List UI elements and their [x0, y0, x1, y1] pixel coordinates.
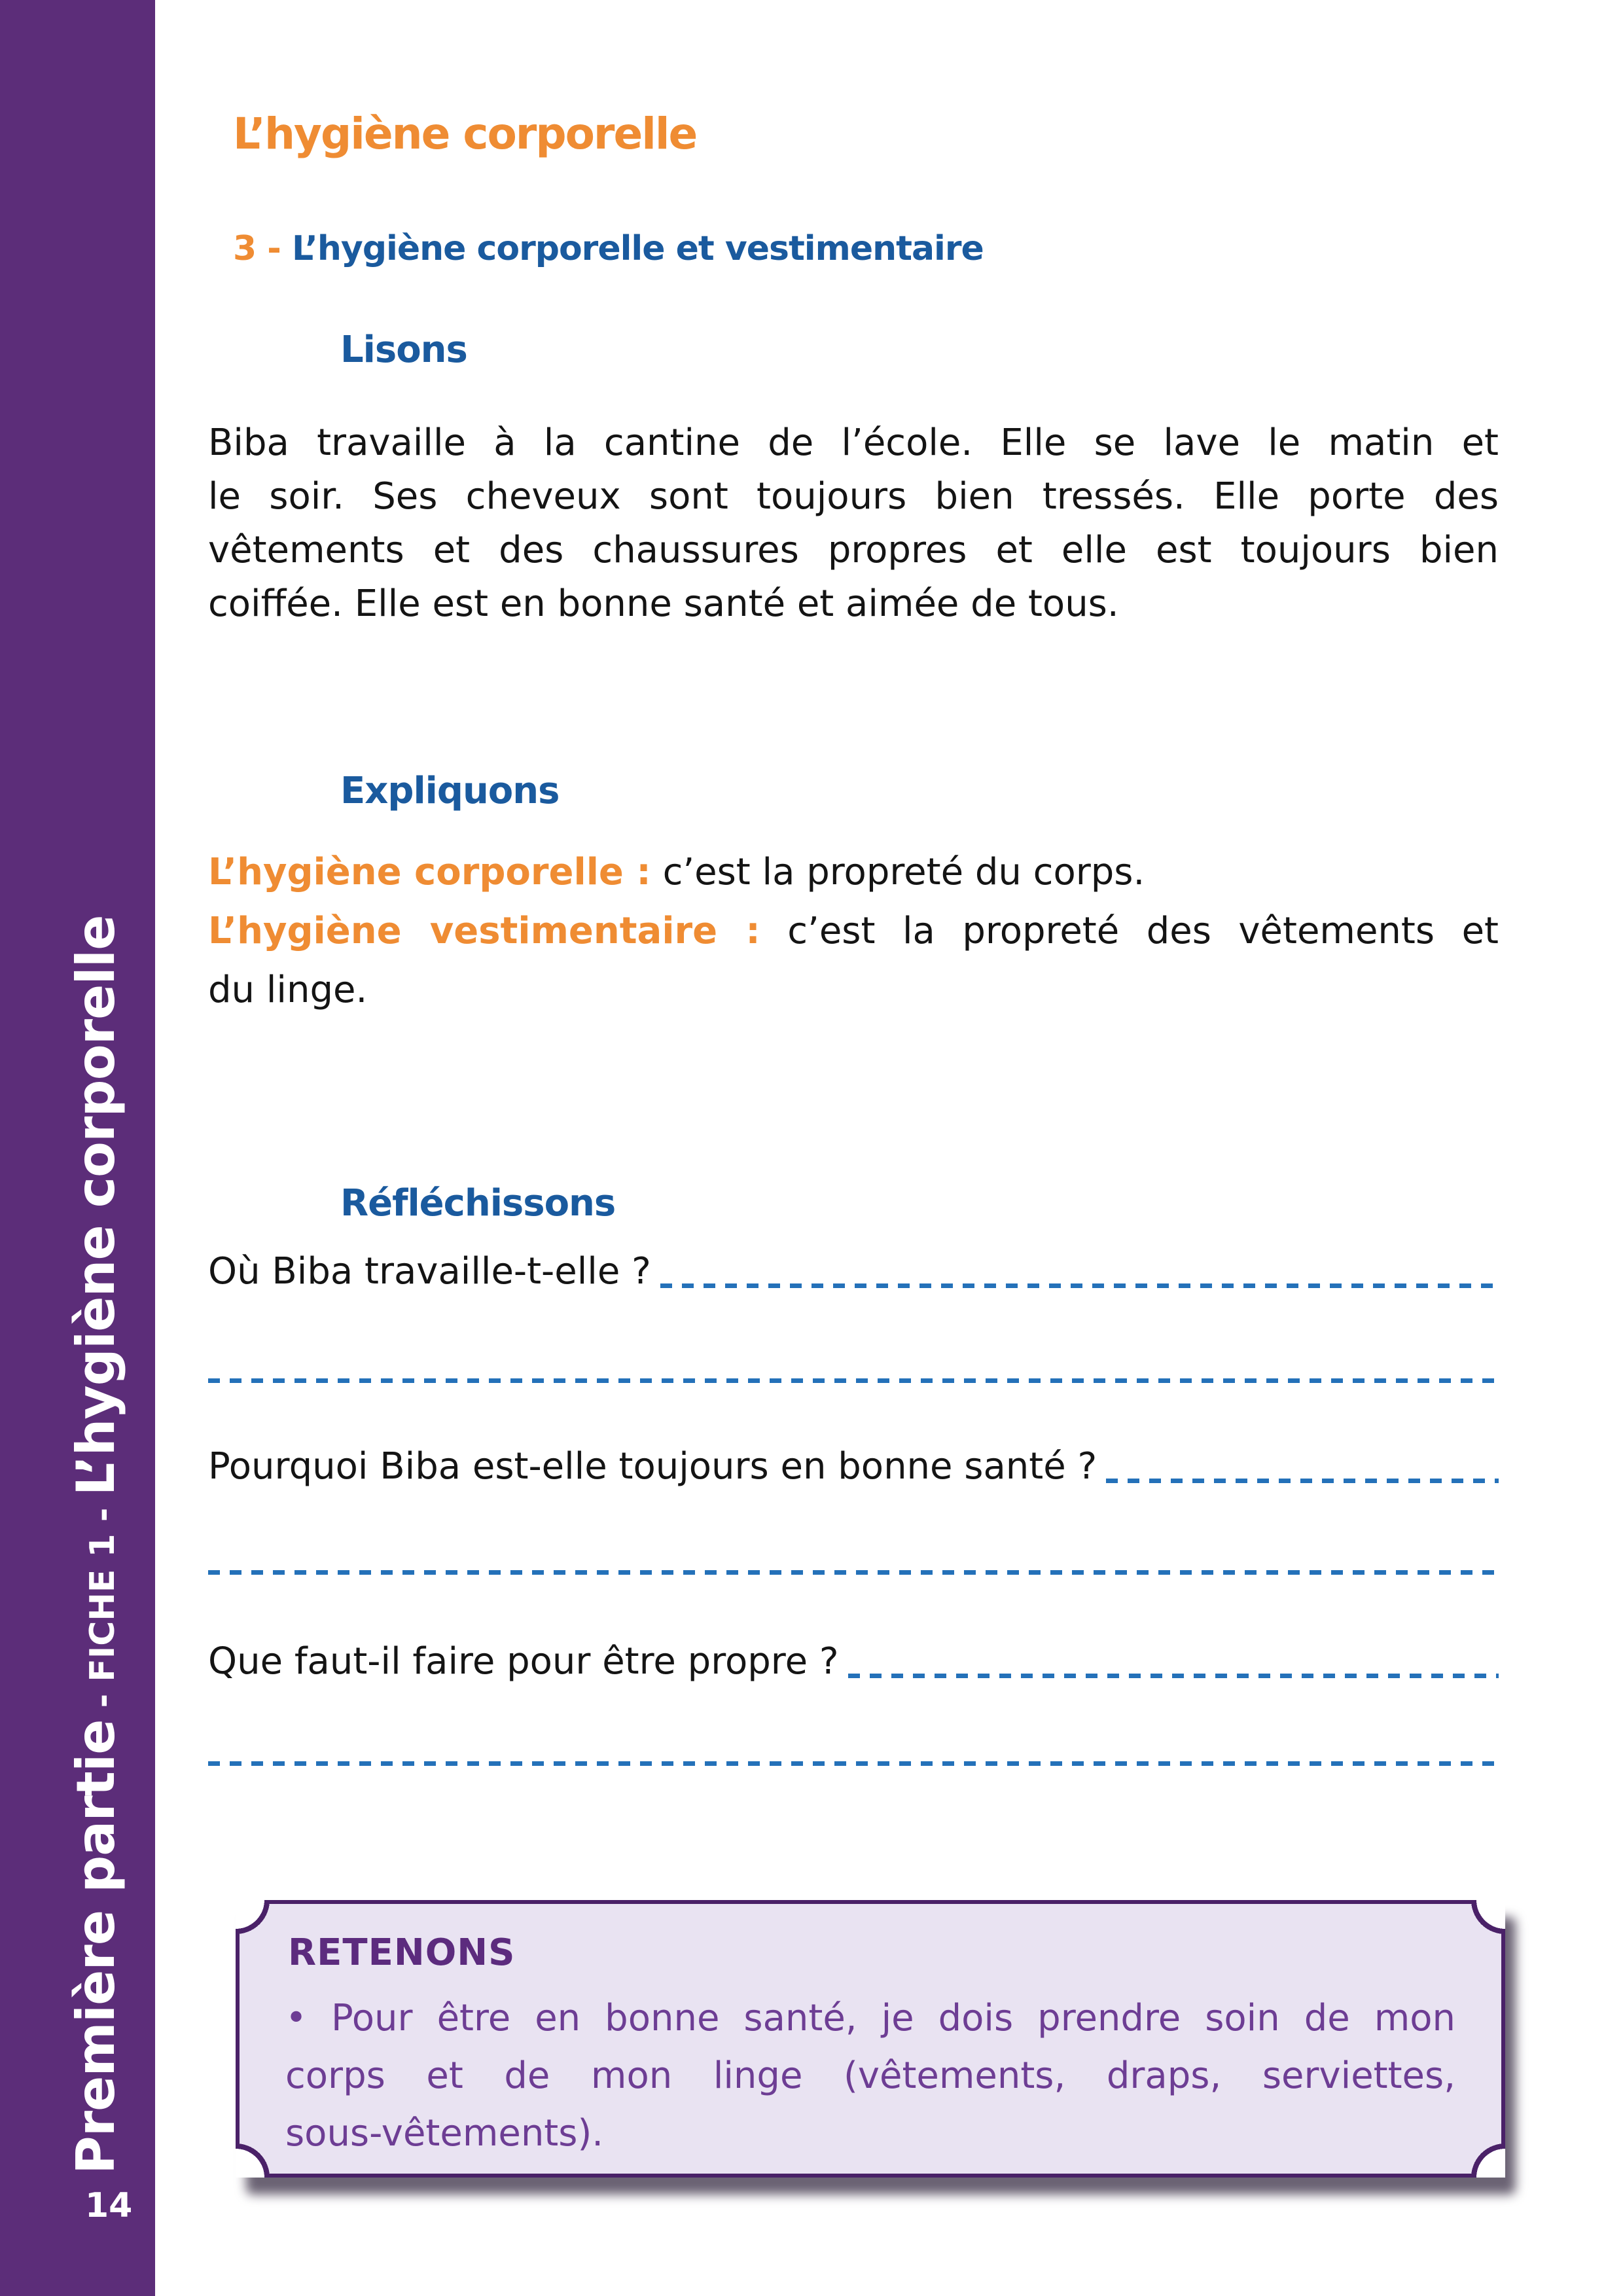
question-row: [208, 1443, 1499, 1491]
sidebar-part-label: Première partie: [65, 1719, 126, 2174]
answer-dashed-line: [660, 1283, 1499, 1288]
heading-lisons: Lisons: [340, 329, 467, 371]
definitions-block: [208, 843, 1499, 1020]
answer-dashed-line: [208, 1378, 1499, 1383]
definition-text: c’est la propreté du corps.: [651, 851, 1145, 893]
answer-dashed-line: [208, 1570, 1499, 1575]
lesson-subtitle: [233, 229, 984, 268]
retenons-line: • Pour être en bonne santé, je dois prendre soin de mon: [285, 1997, 1455, 2039]
definition-line: [208, 843, 1499, 902]
corner-notch: [236, 1900, 270, 1934]
question-row: [208, 1638, 1499, 1686]
page-number: 14: [85, 2186, 133, 2225]
definition-text: c’est la propreté des vêtements et: [760, 910, 1499, 952]
lesson-number: 3: [233, 229, 257, 268]
reading-passage: [208, 416, 1499, 631]
definition-line: du linge.: [208, 969, 368, 1011]
retenons-box: [236, 1900, 1505, 2178]
retenons-line: corps et de mon linge (vêtements, draps, serviettes,: [285, 2054, 1455, 2097]
corner-notch: [1471, 1900, 1505, 1934]
lesson-title-text: L’hygiène corporelle et vestimentaire: [291, 229, 984, 268]
sidebar-chapter-label: L’hygiène corporelle: [65, 915, 126, 1496]
definition-term: L’hygiène corporelle :: [208, 851, 651, 893]
heading-reflechissons: Réfléchissons: [340, 1182, 616, 1225]
passage-line: le soir. Ses cheveux sont toujours bien tressés. Elle porte des: [208, 475, 1499, 518]
question-text: Que faut-il faire pour être propre ?: [208, 1640, 839, 1683]
retenons-text: [285, 1990, 1455, 2162]
question-text: Pourquoi Biba est-elle toujours en bonne santé ?: [208, 1445, 1097, 1488]
answer-dashed-line: [1106, 1479, 1499, 1483]
sidebar-band: [0, 0, 155, 2296]
definition-line: [208, 902, 1499, 961]
retenons-line: sous-vêtements).: [285, 2112, 604, 2155]
lesson-dash: -: [256, 229, 292, 268]
sidebar-vertical-label: [29, 916, 163, 2174]
question-text: Où Biba travaille-t-elle ?: [208, 1250, 651, 1293]
retenons-heading: RETENONS: [288, 1931, 516, 1974]
page-title: L’hygiène corporelle: [233, 109, 697, 159]
passage-line: Biba travaille à la cantine de l’école. Elle se lave le matin et: [208, 422, 1499, 464]
heading-expliquons: Expliquons: [340, 770, 560, 812]
corner-notch: [236, 2144, 270, 2178]
definition-term: L’hygiène vestimentaire :: [208, 910, 760, 952]
answer-dashed-line: [848, 1674, 1499, 1678]
passage-line: vêtements et des chaussures propres et elle est toujours bien: [208, 529, 1499, 571]
answer-dashed-line: [208, 1761, 1499, 1766]
question-row: [208, 1247, 1499, 1296]
sidebar-fiche-label: - FICHE 1 -: [83, 1496, 122, 1720]
corner-notch: [1471, 2144, 1505, 2178]
passage-line: coiffée. Elle est en bonne santé et aimée de tous.: [208, 583, 1119, 625]
